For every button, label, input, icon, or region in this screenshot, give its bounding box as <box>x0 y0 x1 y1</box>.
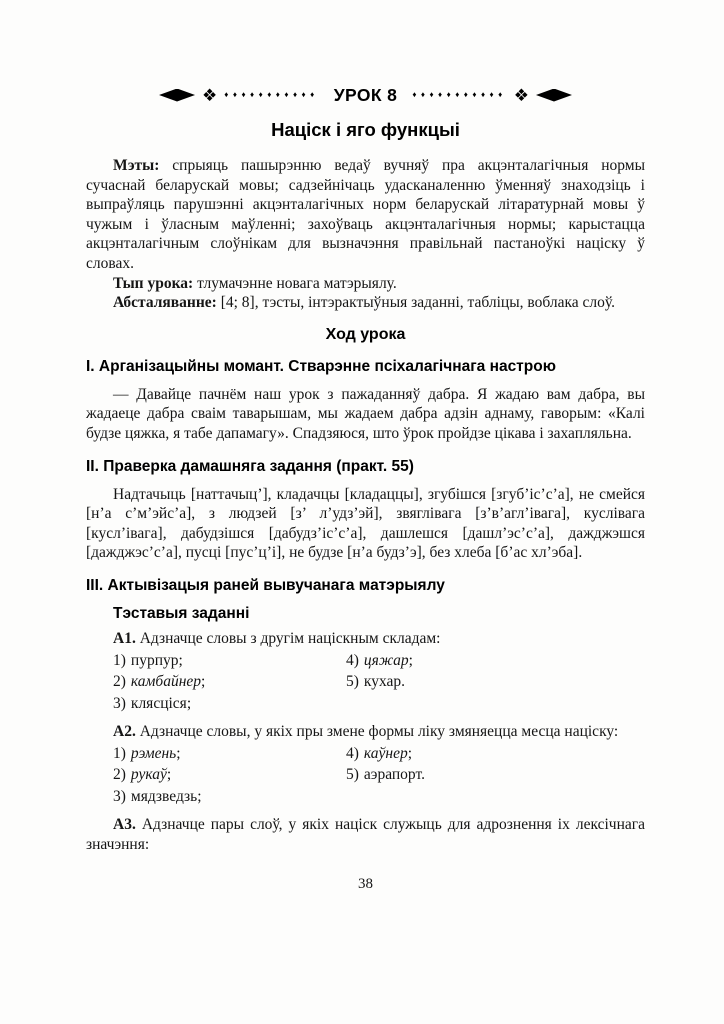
item-word: рукаў <box>130 766 167 784</box>
section-3-heading: III. Актывізацыя раней вывучанага матэрыялу <box>86 576 445 594</box>
a2-prompt <box>86 722 645 742</box>
list-item <box>113 695 346 717</box>
list-item <box>113 745 346 767</box>
section-2-heading: II. Праверка дамашняга задання (практ. 55) <box>86 457 414 475</box>
item-number: 2) <box>113 673 126 690</box>
diamond-row-icon: ♦♦♦♦♦♦♦♦♦♦♦ <box>224 90 319 99</box>
a3-prompt-text: Адзначце пары слоў, у якіх націск служыць для адрознення іх лексічнага значэння: <box>86 816 645 853</box>
diamond-cluster-icon: ❖ <box>513 85 529 105</box>
large-diamond-icon <box>159 89 195 102</box>
a2-label: А2. <box>113 723 136 740</box>
lesson-number: УРОК 8 <box>333 84 398 105</box>
a2-prompt-text: Адзначце словы, у якіх пры змене формы ліку змяняецца месца націску: <box>135 723 619 740</box>
item-word: цяжар <box>363 651 409 669</box>
section-1-heading: I. Арганізацыйны момант. Стварэнне псіхалагічнага настрою <box>86 357 556 375</box>
item-punct: ; <box>407 744 413 762</box>
list-item <box>346 673 645 695</box>
tests-subheading: Тэставыя заданні <box>113 604 250 622</box>
item-word: кухар <box>363 673 402 690</box>
equipment-text: [4; 8], тэсты, інтэрактыўныя заданні, табліцы, воблака слоў. <box>216 294 615 312</box>
a1-prompt-text: Адзначце словы з другім націскным складам: <box>135 629 441 647</box>
list-item <box>346 766 645 788</box>
list-item <box>113 673 346 695</box>
lesson-type-label: Тып урока: <box>113 274 194 292</box>
lesson-type-paragraph <box>86 274 645 294</box>
diamond-row-icon: ♦♦♦♦♦♦♦♦♦♦♦ <box>412 90 507 99</box>
item-number: 1) <box>113 651 126 669</box>
item-punct: . <box>401 673 406 690</box>
item-punct: . <box>421 766 425 784</box>
a1-options-list <box>86 652 645 717</box>
section-1-text: — Давайце пачнём наш урок з пажаданняў дабра. Я жадаю вам дабра, вы жадаеце дабра сваім таварышам, мы жадаем дабра адзін аднаму, гаворым: «Калі будзе цяжка, я табе дапамагу». Спадзяюся, што ўрок пройдзе цікава і захапляльна. <box>86 385 645 442</box>
goals-paragraph <box>86 156 645 274</box>
section-2-text: Надтачыць [наттачыц’], кладачцы [кладаццы], згубішся [згуб’іс’с’а], не смейся [н’а с’м’эйс’а], з людзей [з’ л’удз’эй], звяглівага [з’в’агл’івага], куслівага [кусл’івага], дабудзішся [дабудз’іс’с’а], дашлешся [дашл’эс’с’а], дажджэшся [дажджэс’с’а], пусці [пус’ц’і], не будзе [н’а будз’э], без хлеба [б’ас хл’эба]. <box>86 485 645 562</box>
course-heading: Ход урока <box>325 325 406 343</box>
item-punct: ; <box>408 651 413 669</box>
goals-text: спрыяць пашырэнню ведаў вучняў пра акцэнталагічныя нормы сучаснай беларускай мовы; садзейнічаць удасканаленню ўменняў знаходзіць і выпраўляць парушэнні акцэнталагічных норм беларускай літаратурнай мовы ў чужым і ўласным маўленні; захоўваць акцэнталагічныя нормы; карыстацца акцэнталагічным слоўнікам для вызначэння правільнай пастаноўкі націску ў словах. <box>86 157 645 272</box>
item-number: 1) <box>113 744 126 762</box>
a3-prompt <box>86 815 645 854</box>
item-word: мядзведзь <box>130 787 198 805</box>
equipment-paragraph <box>86 293 645 313</box>
item-punct: ; <box>201 673 206 690</box>
page-title: Націск і яго функцыі <box>271 119 460 140</box>
list-item <box>113 766 346 788</box>
item-number: 3) <box>113 787 126 805</box>
a2-options-list <box>86 745 645 810</box>
lesson-type-text: тлумачэнне новага матэрыялу. <box>193 274 397 292</box>
a1-prompt <box>86 629 645 649</box>
a3-label: А3. <box>113 816 136 834</box>
equipment-label: Абсталяванне: <box>113 294 217 312</box>
list-item <box>113 788 346 810</box>
item-word: камбайнер <box>130 673 202 690</box>
item-number: 4) <box>346 744 359 762</box>
item-punct: ; <box>186 694 192 712</box>
list-item <box>346 652 645 674</box>
item-punct: ; <box>166 766 172 784</box>
item-punct: ; <box>178 651 183 669</box>
item-number: 5) <box>346 766 359 784</box>
item-word: пурпур <box>130 651 179 669</box>
a1-label: А1. <box>113 629 136 647</box>
item-number: 4) <box>346 651 359 669</box>
list-item <box>346 745 645 767</box>
item-punct: ; <box>197 787 202 805</box>
item-word: клясціся <box>130 694 187 712</box>
goals-label: Мэты: <box>113 157 160 174</box>
page-number: 38 <box>358 876 373 893</box>
item-word: каўнер <box>363 744 408 762</box>
item-punct: ; <box>176 744 181 762</box>
item-number: 3) <box>113 694 126 712</box>
diamond-cluster-icon: ❖ <box>202 85 218 105</box>
item-number: 2) <box>113 766 126 784</box>
lesson-header-ornament <box>86 86 645 104</box>
large-diamond-icon <box>536 89 572 102</box>
item-word: рэмень <box>130 744 177 762</box>
item-number: 5) <box>346 673 359 690</box>
list-item <box>113 652 346 674</box>
item-word: аэрапорт <box>363 766 422 784</box>
